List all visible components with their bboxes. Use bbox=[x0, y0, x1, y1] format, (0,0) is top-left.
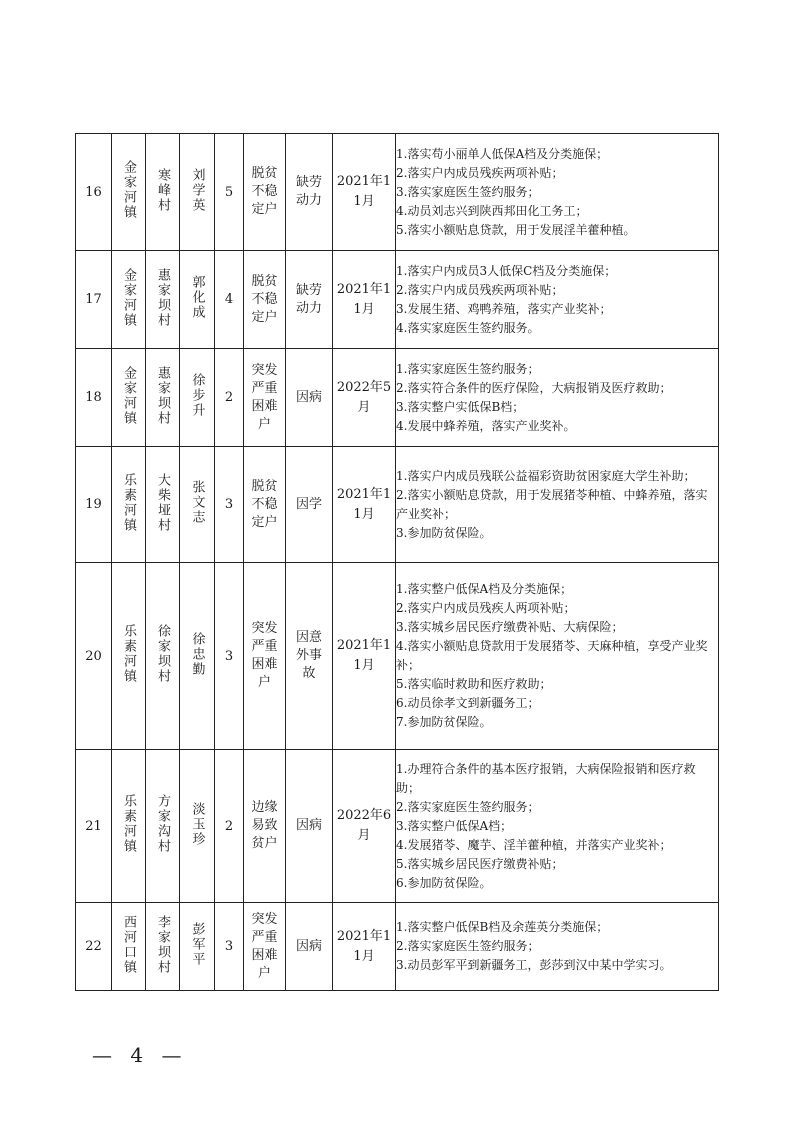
measure-item: 3.动员彭军平到新疆务工，彭莎到汉中某中学实习。 bbox=[396, 958, 672, 972]
town-cell-text: 金家河镇 bbox=[121, 267, 136, 328]
measure-item: 2.落实小额贴息贷款，用于发展猪苓种植、中蜂养殖，落实产业奖补； bbox=[396, 487, 708, 521]
row-number: 17 bbox=[76, 251, 112, 349]
measure-item: 6.参加防贫保险。 bbox=[396, 875, 492, 890]
name-cell-text: 张文志 bbox=[189, 480, 205, 525]
table-row bbox=[76, 447, 719, 563]
table-row bbox=[76, 134, 719, 251]
measure-item: 1.落实户内成员残联公益福彩资助贫困家庭大学生补助； bbox=[396, 468, 696, 483]
reason-cell bbox=[286, 349, 333, 447]
table-row bbox=[76, 563, 719, 750]
measure-item: 3.落实整户低保A档； bbox=[396, 818, 513, 833]
household-table bbox=[75, 133, 719, 991]
name-cell bbox=[180, 750, 215, 903]
status-cell bbox=[244, 903, 286, 991]
status-cell-text: 突发严重困难户 bbox=[251, 362, 278, 432]
status-cell-text: 脱贫不稳定户 bbox=[251, 478, 278, 530]
reason-cell-text: 缺劳动力 bbox=[295, 282, 322, 316]
measure-item: 2.落实家庭医生签约服务； bbox=[396, 799, 540, 814]
name-cell bbox=[180, 563, 215, 750]
reason-cell-text: 因学 bbox=[295, 496, 322, 512]
measure-item: 1.办理符合条件的基本医疗报销，大病保险报销和医疗救助； bbox=[396, 761, 696, 795]
reason-cell bbox=[286, 903, 333, 991]
reason-cell-text: 因病 bbox=[295, 818, 322, 833]
household-size-cell: 5 bbox=[215, 134, 244, 251]
row-number: 16 bbox=[76, 134, 112, 251]
row-number: 18 bbox=[76, 349, 112, 447]
table-row bbox=[76, 349, 719, 447]
status-cell bbox=[244, 750, 286, 903]
town-cell-text: 乐素河镇 bbox=[121, 624, 136, 684]
reason-cell bbox=[286, 251, 333, 349]
measure-item: 2.落实家庭医生签约服务； bbox=[396, 939, 540, 953]
row-number: 22 bbox=[76, 903, 112, 991]
measure-item: 1.落实整户低保A档及分类施保； bbox=[396, 582, 573, 596]
date-text: 2021年11月 bbox=[336, 174, 392, 209]
household-size-cell: 3 bbox=[215, 563, 244, 750]
measure-item: 3.参加防贫保险。 bbox=[396, 525, 492, 540]
measure-item: 2.落实符合条件的医疗保险，大病报销及医疗救助； bbox=[396, 380, 672, 395]
village-cell-text: 徐家坝村 bbox=[155, 624, 170, 684]
household-size-cell: 4 bbox=[215, 251, 244, 349]
village-cell bbox=[146, 349, 180, 447]
measure-item: 4.落实小额贴息贷款用于发展猪苓、天麻种植，享受产业奖补； bbox=[396, 639, 708, 672]
village-cell bbox=[146, 134, 180, 251]
measure-item: 3.落实家庭医生签约服务； bbox=[396, 184, 540, 199]
status-cell bbox=[244, 447, 286, 563]
measure-item: 1.落实整户低保B档及余莲英分类施保； bbox=[396, 920, 609, 934]
name-cell bbox=[180, 903, 215, 991]
town-cell-text: 乐素河镇 bbox=[121, 472, 136, 533]
measure-item: 5.落实城乡居民医疗缴费补贴； bbox=[396, 856, 564, 871]
village-cell bbox=[146, 563, 180, 750]
date-cell bbox=[333, 903, 396, 991]
measure-item: 3.落实城乡居民医疗缴费补贴、大病保险； bbox=[396, 620, 624, 634]
measures-cell bbox=[396, 349, 719, 447]
date-cell bbox=[333, 750, 396, 903]
name-cell bbox=[180, 349, 215, 447]
date-text: 2021年11月 bbox=[336, 928, 392, 964]
date-cell bbox=[333, 251, 396, 349]
town-cell bbox=[112, 134, 146, 251]
town-cell bbox=[112, 349, 146, 447]
status-cell-text: 突发严重困难户 bbox=[251, 621, 278, 690]
reason-cell bbox=[286, 750, 333, 903]
reason-cell bbox=[286, 447, 333, 563]
measure-item: 4.发展猪苓、魔芋、淫羊藿种植，并落实产业奖补； bbox=[396, 837, 672, 852]
date-cell bbox=[333, 134, 396, 251]
reason-cell bbox=[286, 563, 333, 750]
measure-item: 1.落实家庭医生签约服务； bbox=[396, 361, 540, 376]
name-cell-text: 彭军平 bbox=[189, 922, 205, 967]
village-cell-text: 惠家坝村 bbox=[155, 267, 170, 328]
table-row bbox=[76, 903, 719, 991]
status-cell bbox=[244, 134, 286, 251]
page-number: — 4 — bbox=[92, 1043, 188, 1067]
town-cell-text: 乐素河镇 bbox=[121, 794, 136, 854]
measure-item: 1.落实苟小丽单人低保A档及分类施保； bbox=[396, 146, 609, 161]
measures-cell bbox=[396, 903, 719, 991]
status-cell bbox=[244, 251, 286, 349]
town-cell bbox=[112, 251, 146, 349]
town-cell bbox=[112, 903, 146, 991]
reason-cell-text: 缺劳动力 bbox=[295, 175, 322, 208]
name-cell-text: 徐步升 bbox=[189, 373, 205, 418]
town-cell-text: 金家河镇 bbox=[121, 160, 136, 220]
measures-cell bbox=[396, 251, 719, 349]
reason-cell-text: 因意外事故 bbox=[295, 630, 322, 681]
row-number: 19 bbox=[76, 447, 112, 563]
measure-item: 5.落实小额贴息贷款，用于发展淫羊藿种植。 bbox=[396, 222, 636, 237]
measures-cell bbox=[396, 563, 719, 750]
date-cell bbox=[333, 563, 396, 750]
date-text: 2022年5月 bbox=[336, 379, 392, 415]
village-cell-text: 寒峰村 bbox=[155, 167, 170, 213]
name-cell bbox=[180, 134, 215, 251]
measures-cell bbox=[396, 447, 719, 563]
village-cell bbox=[146, 903, 180, 991]
table-row bbox=[76, 251, 719, 349]
village-cell-text: 方家沟村 bbox=[155, 794, 170, 854]
household-size-cell: 3 bbox=[215, 447, 244, 563]
status-cell-text: 脱贫不稳定户 bbox=[251, 166, 278, 217]
village-cell bbox=[146, 251, 180, 349]
date-cell bbox=[333, 349, 396, 447]
date-text: 2022年6月 bbox=[336, 808, 392, 843]
reason-cell-text: 因病 bbox=[295, 938, 322, 954]
status-cell bbox=[244, 563, 286, 750]
town-cell-text: 西河口镇 bbox=[121, 914, 136, 975]
measure-item: 7.参加防贫保险。 bbox=[396, 715, 492, 729]
measure-item: 4.动员刘志兴到陕西邦田化工务工； bbox=[396, 203, 588, 218]
row-number: 21 bbox=[76, 750, 112, 903]
village-cell bbox=[146, 750, 180, 903]
household-size-cell: 3 bbox=[215, 903, 244, 991]
town-cell bbox=[112, 750, 146, 903]
town-cell bbox=[112, 563, 146, 750]
name-cell-text: 徐忠勤 bbox=[189, 631, 205, 677]
name-cell bbox=[180, 251, 215, 349]
measures-cell bbox=[396, 750, 719, 903]
town-cell bbox=[112, 447, 146, 563]
measure-item: 2.落实户内成员残疾两项补贴； bbox=[396, 165, 564, 180]
reason-cell bbox=[286, 134, 333, 251]
village-cell bbox=[146, 447, 180, 563]
table-row bbox=[76, 750, 719, 903]
village-cell-text: 惠家坝村 bbox=[155, 365, 170, 426]
name-cell bbox=[180, 447, 215, 563]
measure-item: 4.落实家庭医生签约服务。 bbox=[396, 320, 540, 335]
household-size-cell: 2 bbox=[215, 750, 244, 903]
status-cell bbox=[244, 349, 286, 447]
status-cell-text: 脱贫不稳定户 bbox=[251, 273, 278, 325]
measures-cell bbox=[396, 134, 719, 251]
household-size-cell: 2 bbox=[215, 349, 244, 447]
measure-item: 1.落实户内成员3人低保C档及分类施保； bbox=[396, 263, 617, 278]
name-cell-text: 淡玉珍 bbox=[189, 801, 205, 847]
row-number: 20 bbox=[76, 563, 112, 750]
measure-item: 3.发展生猪、鸡鸭养殖，落实产业奖补； bbox=[396, 301, 612, 316]
date-text: 2021年11月 bbox=[336, 486, 392, 522]
reason-cell-text: 因病 bbox=[295, 389, 322, 405]
measure-item: 4.发展中蜂养殖，落实产业奖补。 bbox=[396, 418, 576, 433]
name-cell-text: 刘学英 bbox=[189, 167, 205, 213]
status-cell-text: 突发严重困难户 bbox=[251, 911, 278, 981]
status-cell-text: 边缘易致贫户 bbox=[251, 800, 278, 851]
measure-item: 2.落实户内成员残疾人两项补贴； bbox=[396, 601, 576, 615]
date-cell bbox=[333, 447, 396, 563]
measure-item: 2.落实户内成员残疾两项补贴； bbox=[396, 282, 564, 297]
date-text: 2021年11月 bbox=[336, 281, 392, 317]
date-text: 2021年11月 bbox=[336, 638, 392, 673]
measure-item: 3.落实整户实低保B档； bbox=[396, 399, 525, 414]
village-cell-text: 大柴垭村 bbox=[155, 472, 170, 533]
measure-item: 6.动员徐孝文到新疆务工； bbox=[396, 696, 540, 710]
measure-item: 5.落实临时救助和医疗救助； bbox=[396, 677, 552, 691]
village-cell-text: 李家坝村 bbox=[155, 914, 170, 975]
name-cell-text: 郭化成 bbox=[189, 275, 205, 320]
town-cell-text: 金家河镇 bbox=[121, 365, 136, 426]
